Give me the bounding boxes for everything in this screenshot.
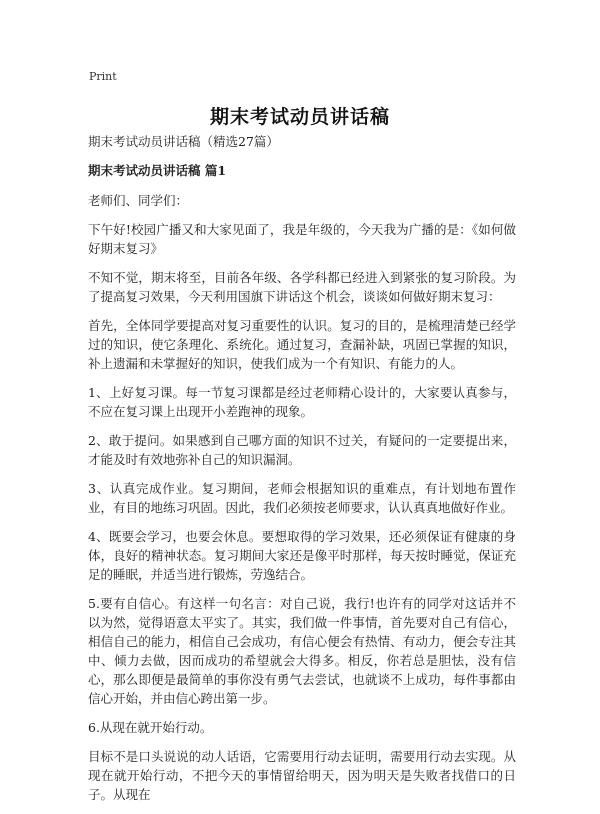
paragraph-point-4: 4、既要会学习，也要会休息。要想取得的学习效果，还必须保证有健康的身体，良好的精神状态。复习期间大家还是像平时那样，每天按时睡觉，保证充足的睡眠，并适当进行锻炼，劳逸结合。 <box>88 529 516 582</box>
paragraph-greeting: 老师们、同学们： <box>88 193 189 208</box>
paragraph-importance: 首先，全体同学要提高对复习重要性的认识。复习的目的，是梳理清楚已经学过的知识，使它条理化、系统化。通过复习，查漏补缺，巩固已掌握的知识，补上遗漏和未掌握好的知识，使我们成为一个有知识、有能力的人。 <box>88 318 516 371</box>
paragraph-opening: 下午好!校园广播又和大家见面了，我是年级的，今天我为广播的是：《如何做好期末复习》 <box>88 222 516 256</box>
paragraph-point-5: 5.要有自信心。有这样一句名言：对自己说，我行!也许有的同学对这话并不以为然，觉得语意太平实了。其实，我们做一件事情，首先要对自己有信心，相信自己的能力，相信自己会成功，有信心便会有热情、有动力，便会专注其中、倾力去做，因而成功的希望就会大得多。相反，你若总是胆怯，没有信心，那么即便是最简单的事你没有勇气去尝试，也就谈不上成功，每件事都由信心开始，并由信心跨出第一步。 <box>88 596 516 706</box>
paragraph-point-3: 3、认真完成作业。复习期间，老师会根据知识的重难点，有计划地布置作业，有目的地练习巩固。因此，我们必须按老师要求，认认真真地做好作业。 <box>88 481 516 515</box>
paragraph-point-1: 1、上好复习课。每一节复习课都是经过老师精心设计的，大家要认真参与，不应在复习课上出现开小差跑神的现象。 <box>88 385 516 419</box>
paragraph-action: 目标不是口头说说的动人话语，它需要用行动去证明，需要用行动去实现。从现在就开始行动，不把今天的事情留给明天，因为明天是失败者找借口的日子。从现在 <box>88 749 516 802</box>
paragraph-intro: 不知不觉，期末将至，目前各年级、各学科都已经进入到紧张的复习阶段。为了提高复习效果，今天利用国旗下讲话这个机会，谈谈如何做好期末复习： <box>88 270 516 304</box>
paragraph-point-6: 6.从现在就开始行动。 <box>88 720 213 735</box>
section-heading: 期末考试动员讲话稿 篇1 <box>88 163 227 178</box>
document-subtitle: 期末考试动员讲话稿（精选27篇） <box>88 134 279 149</box>
document-title: 期末考试动员讲话稿 <box>209 106 390 128</box>
print-label: Print <box>89 70 117 83</box>
document-body <box>88 132 516 814</box>
paragraph-point-2: 2、敢于提问。如果感到自己哪方面的知识不过关，有疑问的一定要提出来，才能及时有效地弥补自己的知识漏洞。 <box>88 433 516 467</box>
